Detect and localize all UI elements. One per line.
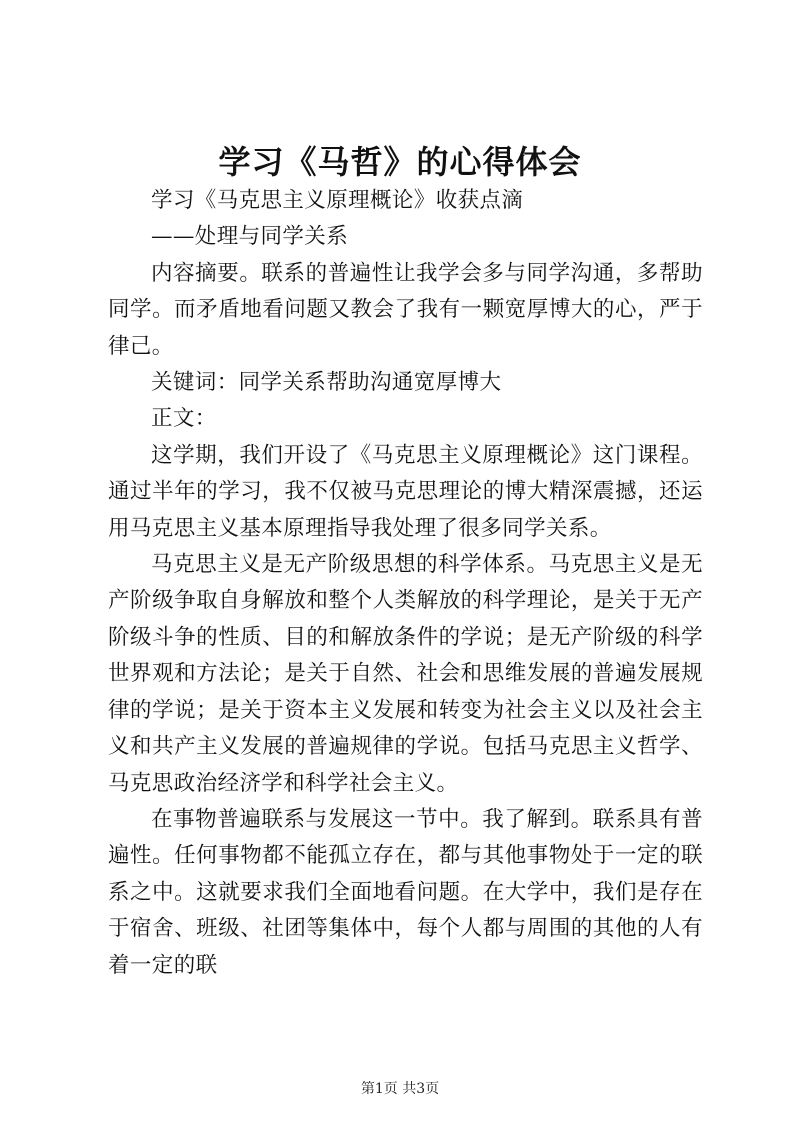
body-paragraph: 这学期，我们开设了《马克思主义原理概论》这门课程。通过半年的学习，我不仅被马克思理论的博大精深震撼，还运用马克思主义基本原理指导我处理了很多同学关系。 [108,442,703,541]
page-footer: 第1页 共3页 [360,1081,440,1097]
subtitle: 学习《马克思主义原理概论》收获点滴 [151,188,524,213]
body-paragraph: 马克思主义是无产阶级思想的科学体系。马克思主义是无产阶级争取自身解放和整个人类解放的科学理论，是关于无产阶级斗争的性质、目的和解放条件的学说；是无产阶级的科学世界观和方法论；是关于自然、社会和思维发展的普遍发展规律的学说；是关于资本主义发展和转变为社会主义以及社会主义和共产主义发展的普遍规律的学说。包括马克思主义哲学、马克思政治经济学和科学社会主义。 [108,552,703,796]
document-title: 学习《马哲》的心得体会 [218,143,582,181]
body-heading: 正文： [151,406,217,432]
abstract-paragraph: 内容摘要。联系的普遍性让我学会多与同学沟通，多帮助同学。而矛盾地看问题又教会了我有一颗宽厚博大的心，严于律己。 [108,260,703,359]
keywords-paragraph: 关键词：同学关系帮助沟通宽厚博大 [151,370,502,396]
document-body [108,183,703,984]
body-paragraph: 在事物普遍联系与发展这一节中。我了解到。联系具有普遍性。任何事物都不能孤立存在，都与其他事物处于一定的联系之中。这就要求我们全面地看问题。在大学中，我们是存在于宿舍、班级、社团等集体中，每个人都与周围的其他的人有着一定的联 [108,806,703,978]
subtitle-topic: ——处理与同学关系 [151,224,349,250]
